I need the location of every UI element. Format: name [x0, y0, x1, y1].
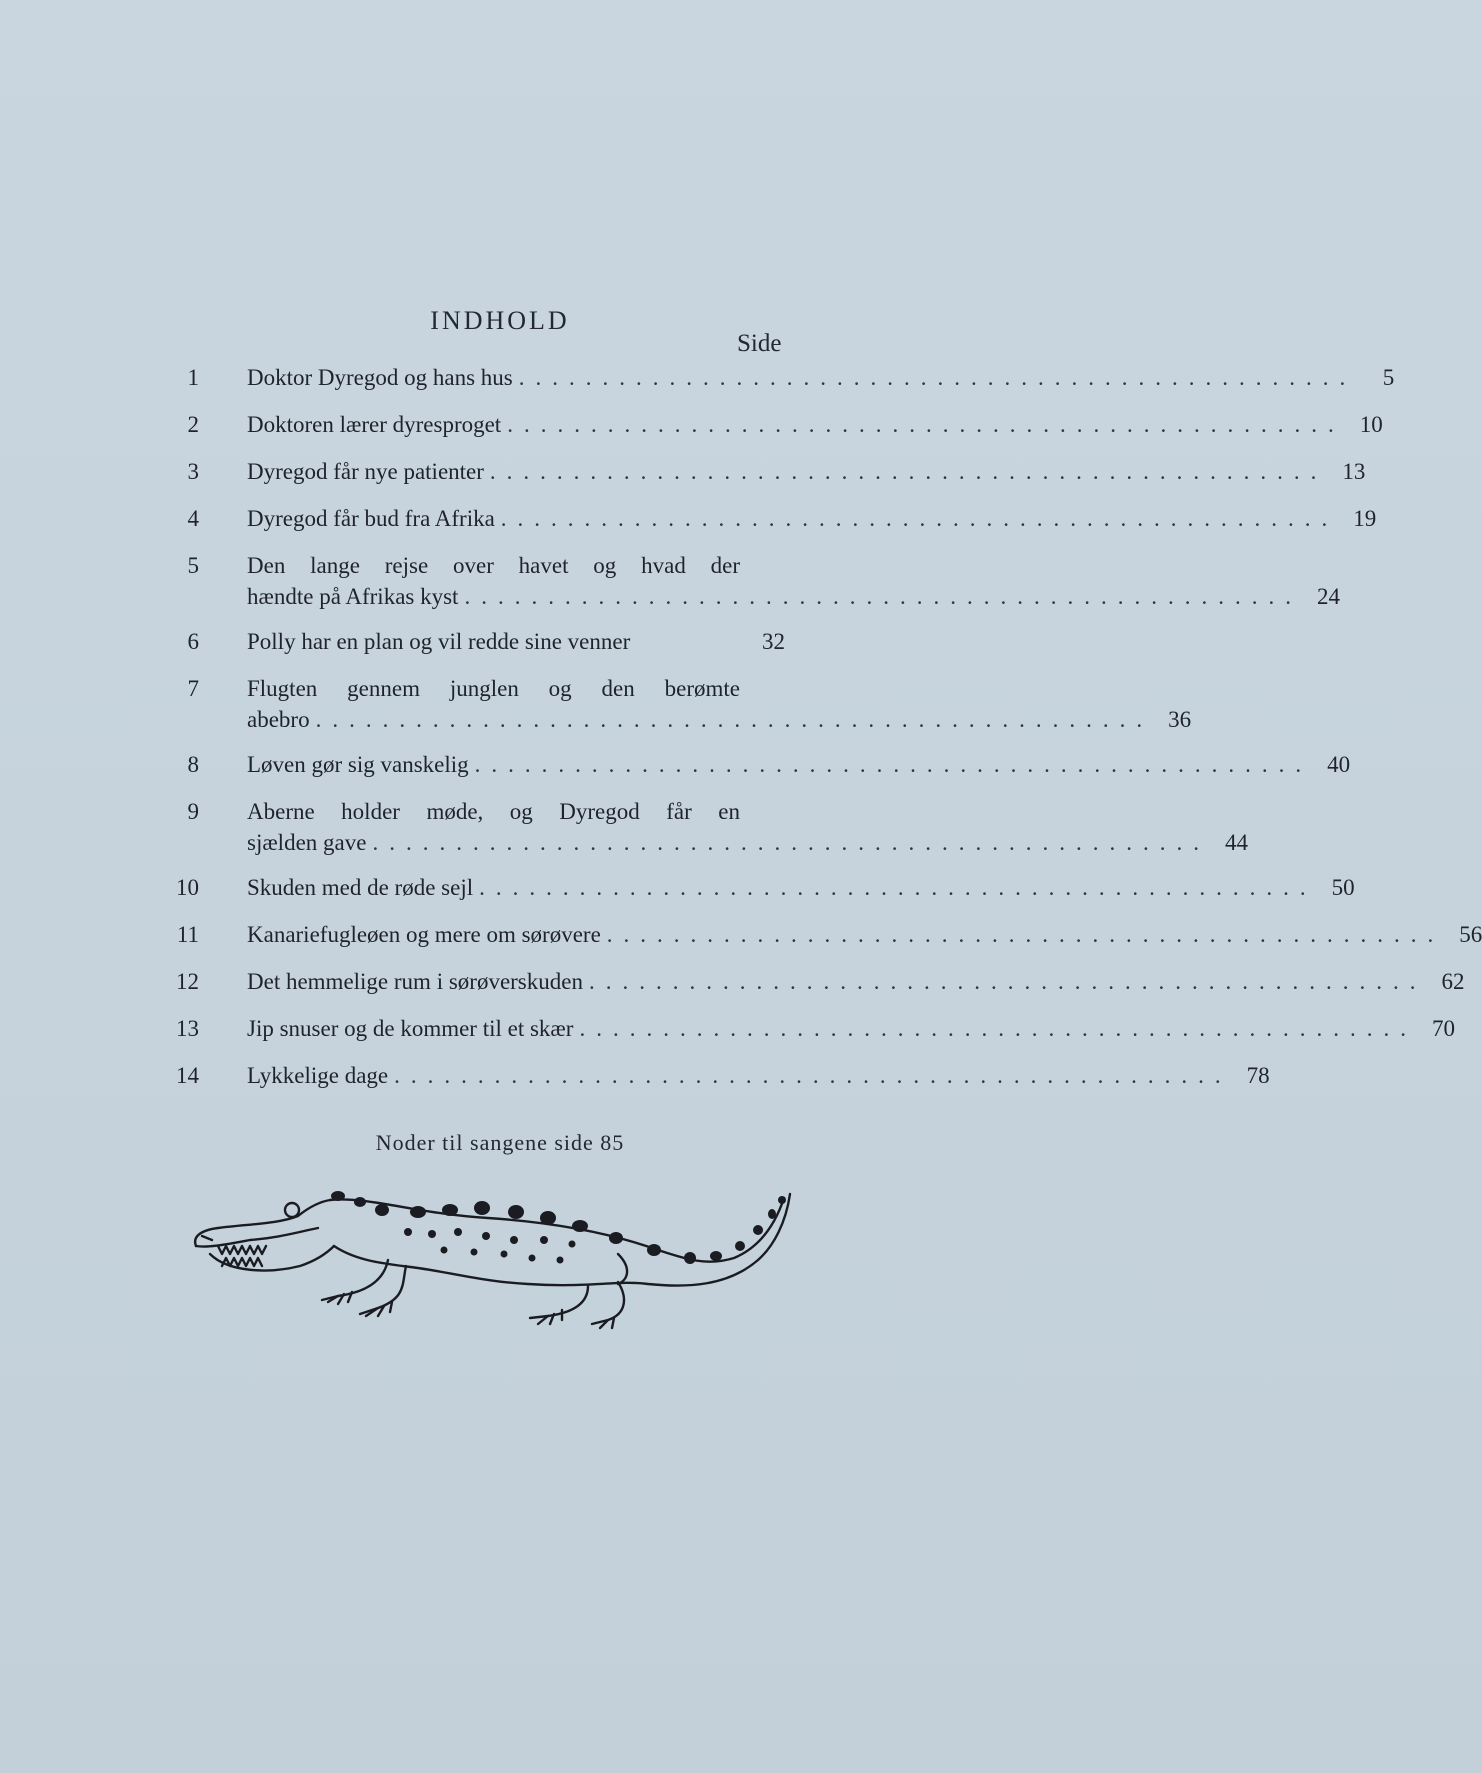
chapter-number: 3: [187, 459, 199, 484]
chapter-title-line: [247, 919, 1482, 950]
chapter-title-line: [247, 966, 1465, 997]
page-number: 70: [1431, 1016, 1455, 1041]
chapter-number: 6: [187, 629, 199, 654]
page-number: 56: [1459, 922, 1482, 947]
toc-entry: [187, 409, 1383, 439]
chapter-title: [247, 796, 1248, 858]
chapter-title-text: Jip snuser og de kommer til et skær: [247, 1016, 574, 1041]
chapter-title: [247, 1060, 1270, 1091]
chapter-number: 5: [187, 553, 199, 578]
chapter-title-line: [247, 872, 1355, 903]
dot-leader: ..................................................: [474, 752, 1313, 777]
chapter-title-text: Kanariefugleøen og mere om sørøvere: [247, 922, 601, 947]
chapter-title-text: Doktor Dyregod og hans hus: [247, 365, 513, 390]
chapter-title: [247, 966, 1465, 997]
chapter-number: 12: [176, 969, 199, 994]
chapter-title: [247, 409, 1383, 440]
chapter-title-line: Den lange rejse over havet og hvad der: [247, 553, 740, 578]
chapter-number: 11: [176, 922, 199, 947]
page-number: 44: [1224, 830, 1248, 855]
chapter-title: [247, 503, 1377, 534]
chapter-title-text: sjælden gave: [247, 830, 367, 855]
page-number: 36: [1168, 707, 1192, 732]
dot-leader: ..................................................: [518, 365, 1357, 390]
chapter-title-line: Flugten gennem junglen og den berømte: [247, 676, 740, 701]
chapter-number: 10: [176, 875, 199, 900]
page-number: 50: [1331, 875, 1355, 900]
dot-leader: ..................................................: [315, 707, 1154, 732]
chapter-title: [247, 872, 1355, 903]
chapter-title-text: Polly har en plan og vil redde sine venner: [247, 629, 631, 654]
toc-entry: [187, 503, 1377, 533]
table-of-contents: [176, 362, 1482, 1107]
chapter-title-line: [247, 1060, 1270, 1091]
toc-entry: [187, 626, 785, 656]
crocodile-icon: [188, 1188, 808, 1358]
dot-leader: ..................................................: [500, 506, 1339, 531]
page-heading: INDHOLD: [430, 306, 570, 335]
chapter-title: [247, 1013, 1455, 1044]
chapter-title-line: [247, 749, 1351, 780]
chapter-number: 14: [176, 1063, 199, 1088]
chapter-title: [247, 550, 1340, 612]
page-number: 24: [1316, 584, 1340, 609]
chapter-title-text: Doktoren lærer dyresproget: [247, 412, 502, 437]
chapter-title-text: Dyregod får nye patienter: [247, 459, 484, 484]
toc-entry: [176, 872, 1355, 902]
toc-entry: [176, 966, 1465, 996]
chapter-title-line: Aberne holder møde, og Dyregod får en: [247, 799, 740, 824]
chapter-title-text: abebro: [247, 707, 310, 732]
chapter-number: 1: [187, 365, 199, 390]
page-number: 19: [1353, 506, 1377, 531]
dot-leader: ..................................................: [479, 875, 1317, 900]
chapter-title-line: [247, 626, 785, 657]
chapter-number: 4: [187, 506, 199, 531]
dot-leader: ..................................................: [606, 922, 1445, 947]
chapter-title-text: Løven gør sig vanskelig: [247, 752, 469, 777]
dot-leader: ..................................................: [489, 459, 1328, 484]
chapter-title-text: Skuden med de røde sejl: [247, 875, 474, 900]
toc-entry: [187, 456, 1366, 486]
page-number: 78: [1246, 1063, 1270, 1088]
chapter-title-line: [247, 581, 1340, 612]
page-number: 32: [762, 629, 785, 654]
toc-entry: [187, 550, 1340, 610]
toc-entry: [176, 1013, 1455, 1043]
chapter-title: [247, 362, 1395, 393]
toc-entry: [187, 796, 1248, 856]
dot-leader: ..................................................: [464, 584, 1302, 609]
chapter-title-line: [247, 503, 1377, 534]
chapter-number: 9: [187, 799, 199, 824]
footnote: Noder til sangene side 85: [375, 1130, 625, 1155]
dot-leader: ..................................................: [372, 830, 1210, 855]
toc-entry: [176, 919, 1482, 949]
chapter-number: 7: [187, 676, 199, 701]
page-number: 5: [1382, 365, 1395, 390]
toc-entry: [187, 749, 1351, 779]
chapter-title-line: [247, 409, 1383, 440]
toc-entry: [187, 362, 1395, 392]
page-number: 62: [1441, 969, 1465, 994]
chapter-number: 13: [176, 1016, 199, 1041]
chapter-title: [247, 456, 1366, 487]
chapter-title: [247, 673, 1192, 735]
toc-entry: [176, 1060, 1270, 1090]
chapter-title-line: [247, 456, 1366, 487]
chapter-title: [247, 626, 785, 657]
chapter-title-text: Det hemmelige rum i sørøverskuden: [247, 969, 583, 994]
chapter-number: 2: [187, 412, 199, 437]
dot-leader: ..................................................: [579, 1016, 1417, 1041]
dot-leader: ..................................................: [507, 412, 1345, 437]
chapter-number: 8: [187, 752, 199, 777]
chapter-title-line: [247, 1013, 1455, 1044]
page-column-label: Side: [737, 330, 782, 357]
page-number: 40: [1327, 752, 1351, 777]
page-number: 10: [1359, 412, 1383, 437]
chapter-title: [247, 919, 1482, 950]
chapter-title-text: hændte på Afrikas kyst: [247, 584, 459, 609]
dot-leader: ..................................................: [394, 1063, 1232, 1088]
chapter-title-text: Dyregod får bud fra Afrika: [247, 506, 495, 531]
chapter-title-line: [247, 827, 1248, 858]
page-number: 13: [1342, 459, 1366, 484]
toc-entry: [187, 673, 1192, 733]
dot-leader: ..................................................: [588, 969, 1427, 994]
chapter-title-line: [247, 362, 1395, 393]
chapter-title: [247, 749, 1351, 780]
chapter-title-text: Lykkelige dage: [247, 1063, 389, 1088]
chapter-title-line: [247, 704, 1192, 735]
